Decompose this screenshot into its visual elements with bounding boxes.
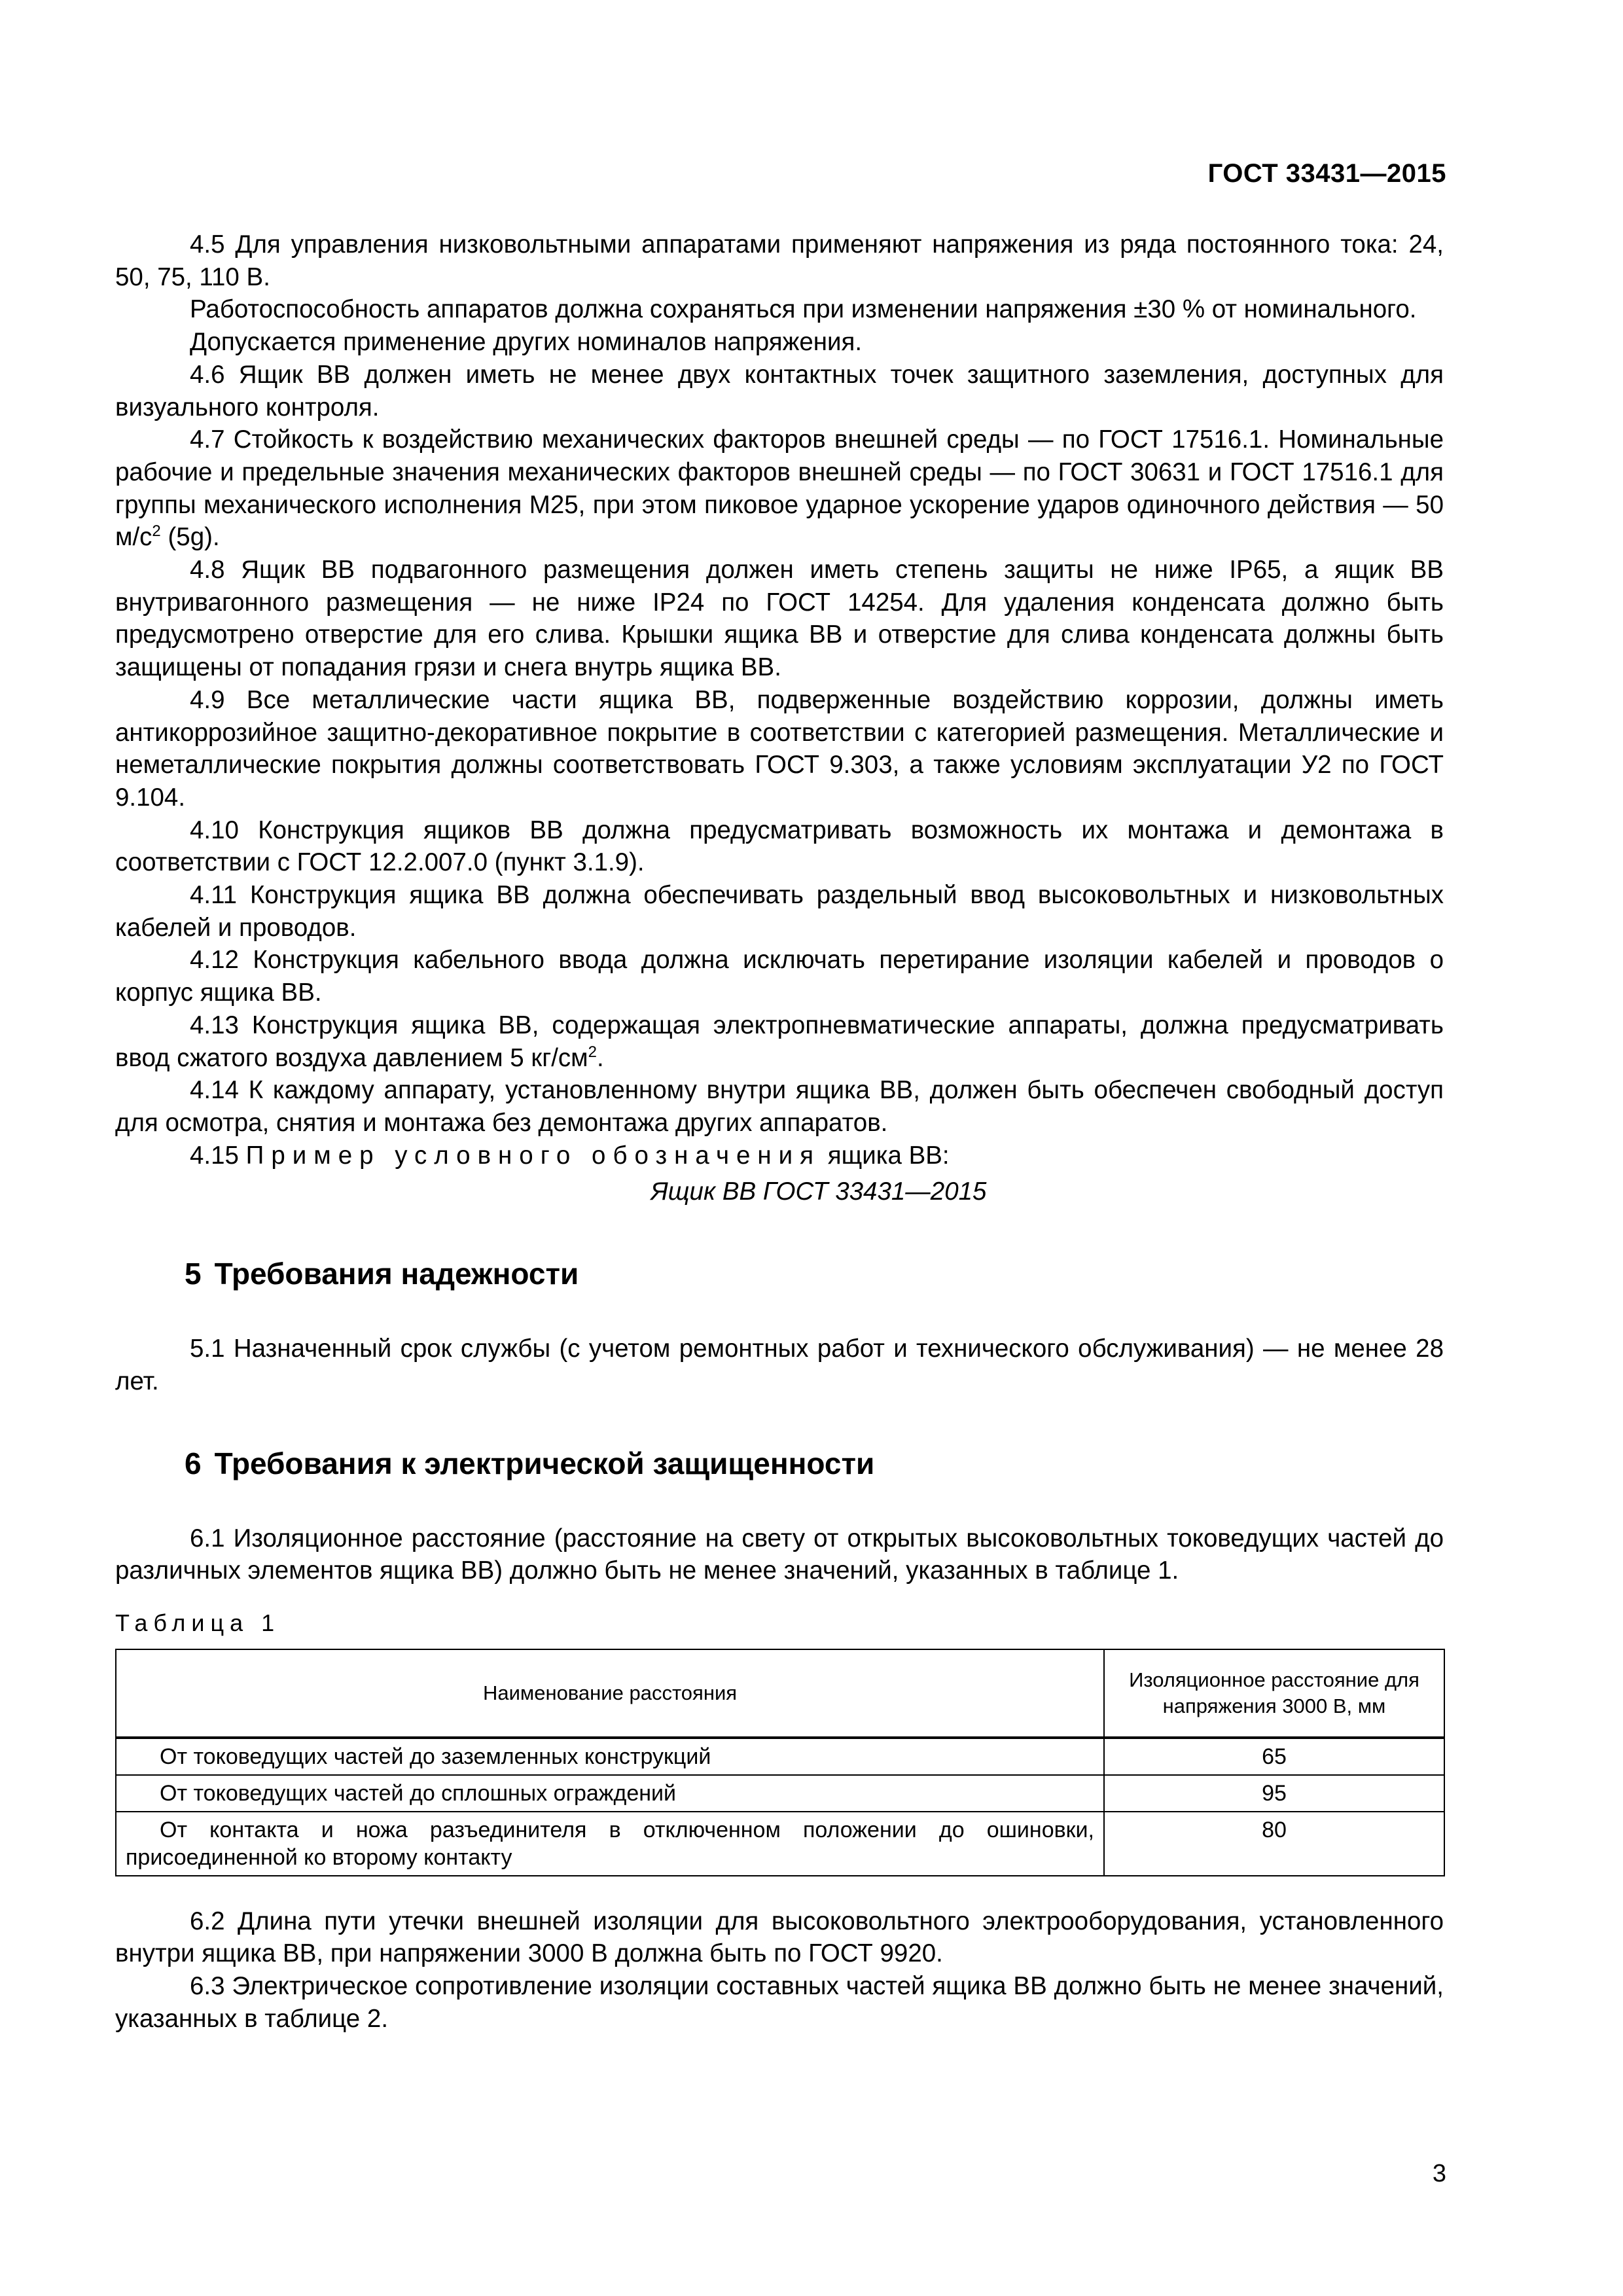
table-header-cell: Изоляционное расстояние для напряжения 3000 В, мм (1104, 1649, 1444, 1738)
designation-example: Ящик ВВ ГОСТ 33431—2015 (651, 1177, 987, 1206)
table-row (116, 1738, 1444, 1775)
paragraph-4-5-c: Допускается применение других номиналов напряжения. (190, 328, 863, 357)
paragraph-4-15-spaced: Пример условного обозначения (245, 1141, 821, 1170)
paragraph-4-13-end: . (597, 1043, 604, 1072)
paragraph-4-15 (115, 1139, 1444, 1172)
paragraph-4-10: 4.10 Конструкция ящиков ВВ должна предусматривать возможность их монтажа и демонтажа в соответствии с ГОСТ 12.2.007.0 (пункт 3.1.9). (115, 816, 1444, 877)
section-5-heading (115, 1254, 1444, 1293)
table-cell-value: 95 (1104, 1775, 1444, 1812)
paragraph-4-8: 4.8 Ящик ВВ подвагонного размещения должен иметь степень защиты не ниже IP65, а ящик ВВ внутривагонного размещения — не ниже IP24 по ГОСТ 14254. Для удаления конденсата должно быть предусмотрено отверстие для его слива. Крышки ящика ВВ и отверстие для слива конденсата должны быть защищены от попадания грязи и снега внутрь ящика ВВ. (115, 556, 1444, 682)
table-cell-value: 65 (1104, 1738, 1444, 1775)
paragraph-6-1: 6.1 Изоляционное расстояние (расстояние на свету от открытых высоковольтных токоведущих частей до различных элементов ящика ВВ) должно быть не менее значений, указанных в таблице 1. (115, 1524, 1444, 1585)
page-number: 3 (1432, 2160, 1446, 2187)
paragraph-4-15-num: 4.15 (190, 1141, 246, 1170)
paragraph-4-7 (115, 423, 1444, 554)
paragraph-4-13 (115, 1009, 1444, 1074)
paragraph-4-15-end: ящика ВВ: (821, 1141, 950, 1170)
paragraph-4-13-text: 4.13 Конструкция ящика ВВ, содержащая электропневматические аппараты, должна предусматривать ввод сжатого воздуха давлением 5 кг/см (115, 1011, 1444, 1072)
document-header: ГОСТ 33431—2015 (1207, 159, 1446, 188)
paragraph-6-3: 6.3 Электрическое сопротивление изоляции составных частей ящика ВВ должно быть не менее значений, указанных в таблице 2. (115, 1972, 1444, 2033)
superscript: 2 (152, 522, 161, 541)
table-cell-name: От контакта и ножа разъединителя в отключенном положении до ошиновки, присоединенной ко второму контакту (116, 1812, 1104, 1876)
paragraph-4-12: 4.12 Конструкция кабельного ввода должна исключать перетирание изоляции кабелей и проводов о корпус ящика ВВ. (115, 946, 1444, 1007)
table-header-row (116, 1649, 1444, 1738)
paragraph-4-7-text: 4.7 Стойкость к воздействию механических факторов внешней среды — по ГОСТ 17516.1. Номинальные рабочие и предельные значения механических факторов внешней среды — по ГОСТ 30631 и ГОСТ 17516.1 для группы механического исполнения М25, при этом пиковое ударное ускорение ударов одиночного действия — 50 м/с (115, 425, 1444, 552)
table-cell-value: 80 (1104, 1812, 1444, 1876)
superscript: 2 (588, 1043, 597, 1061)
paragraph-4-11: 4.11 Конструкция ящика ВВ должна обеспечивать раздельный ввод высоковольтных и низковольтных кабелей и проводов. (115, 881, 1444, 942)
table-row (116, 1812, 1444, 1876)
table-cell-name: От токоведущих частей до заземленных конструкций (116, 1738, 1104, 1775)
paragraph-4-5-b: Работоспособность аппаратов должна сохраняться при изменении напряжения ±30 % от номинального. (190, 295, 1417, 324)
section-5-number: 5 (185, 1257, 202, 1291)
document-body (115, 228, 1444, 2035)
section-6-heading (115, 1444, 1444, 1483)
table-row (116, 1775, 1444, 1812)
section-6-title: Требования к электрической защищенности (214, 1446, 875, 1480)
table-cell-name: От токоведущих частей до сплошных ограждений (116, 1775, 1104, 1812)
paragraph-4-5: 4.5 Для управления низковольтными аппаратами применяют напряжения из ряда постоянного тока: 24, 50, 75, 110 В. (115, 230, 1444, 291)
paragraph-4-9: 4.9 Все металлические части ящика ВВ, подверженные воздействию коррозии, должны иметь антикоррозийное защитно-декоративное покрытие в соответствии с категорией размещения. Металлические и неметаллические покрытия должны соответствовать ГОСТ 9.303, а также условиям эксплуатации У2 по ГОСТ 9.104. (115, 685, 1444, 812)
table-1-caption: Таблица 1 (115, 1609, 281, 1636)
section-6-number: 6 (185, 1446, 202, 1480)
paragraph-4-14: 4.14 К каждому аппарату, установленному внутри ящика ВВ, должен быть обеспечен свободный доступ для осмотра, снятия и монтажа без демонтажа других аппаратов. (115, 1076, 1444, 1137)
paragraph-5-1: 5.1 Назначенный срок службы (с учетом ремонтных работ и технического обслуживания) — не менее 28 лет. (115, 1335, 1444, 1395)
paragraph-4-6: 4.6 Ящик ВВ должен иметь не менее двух контактных точек защитного заземления, доступных для визуального контроля. (115, 360, 1444, 422)
table-1 (115, 1649, 1445, 1876)
section-5-title: Требования надежности (214, 1257, 579, 1291)
table-header-cell: Наименование расстояния (116, 1649, 1104, 1738)
paragraph-4-7-end: (5g). (160, 523, 220, 552)
paragraph-6-2: 6.2 Длина пути утечки внешней изоляции для высоковольтного электрооборудования, установленного внутри ящика ВВ, при напряжении 3000 В должна быть по ГОСТ 9920. (115, 1907, 1444, 1968)
